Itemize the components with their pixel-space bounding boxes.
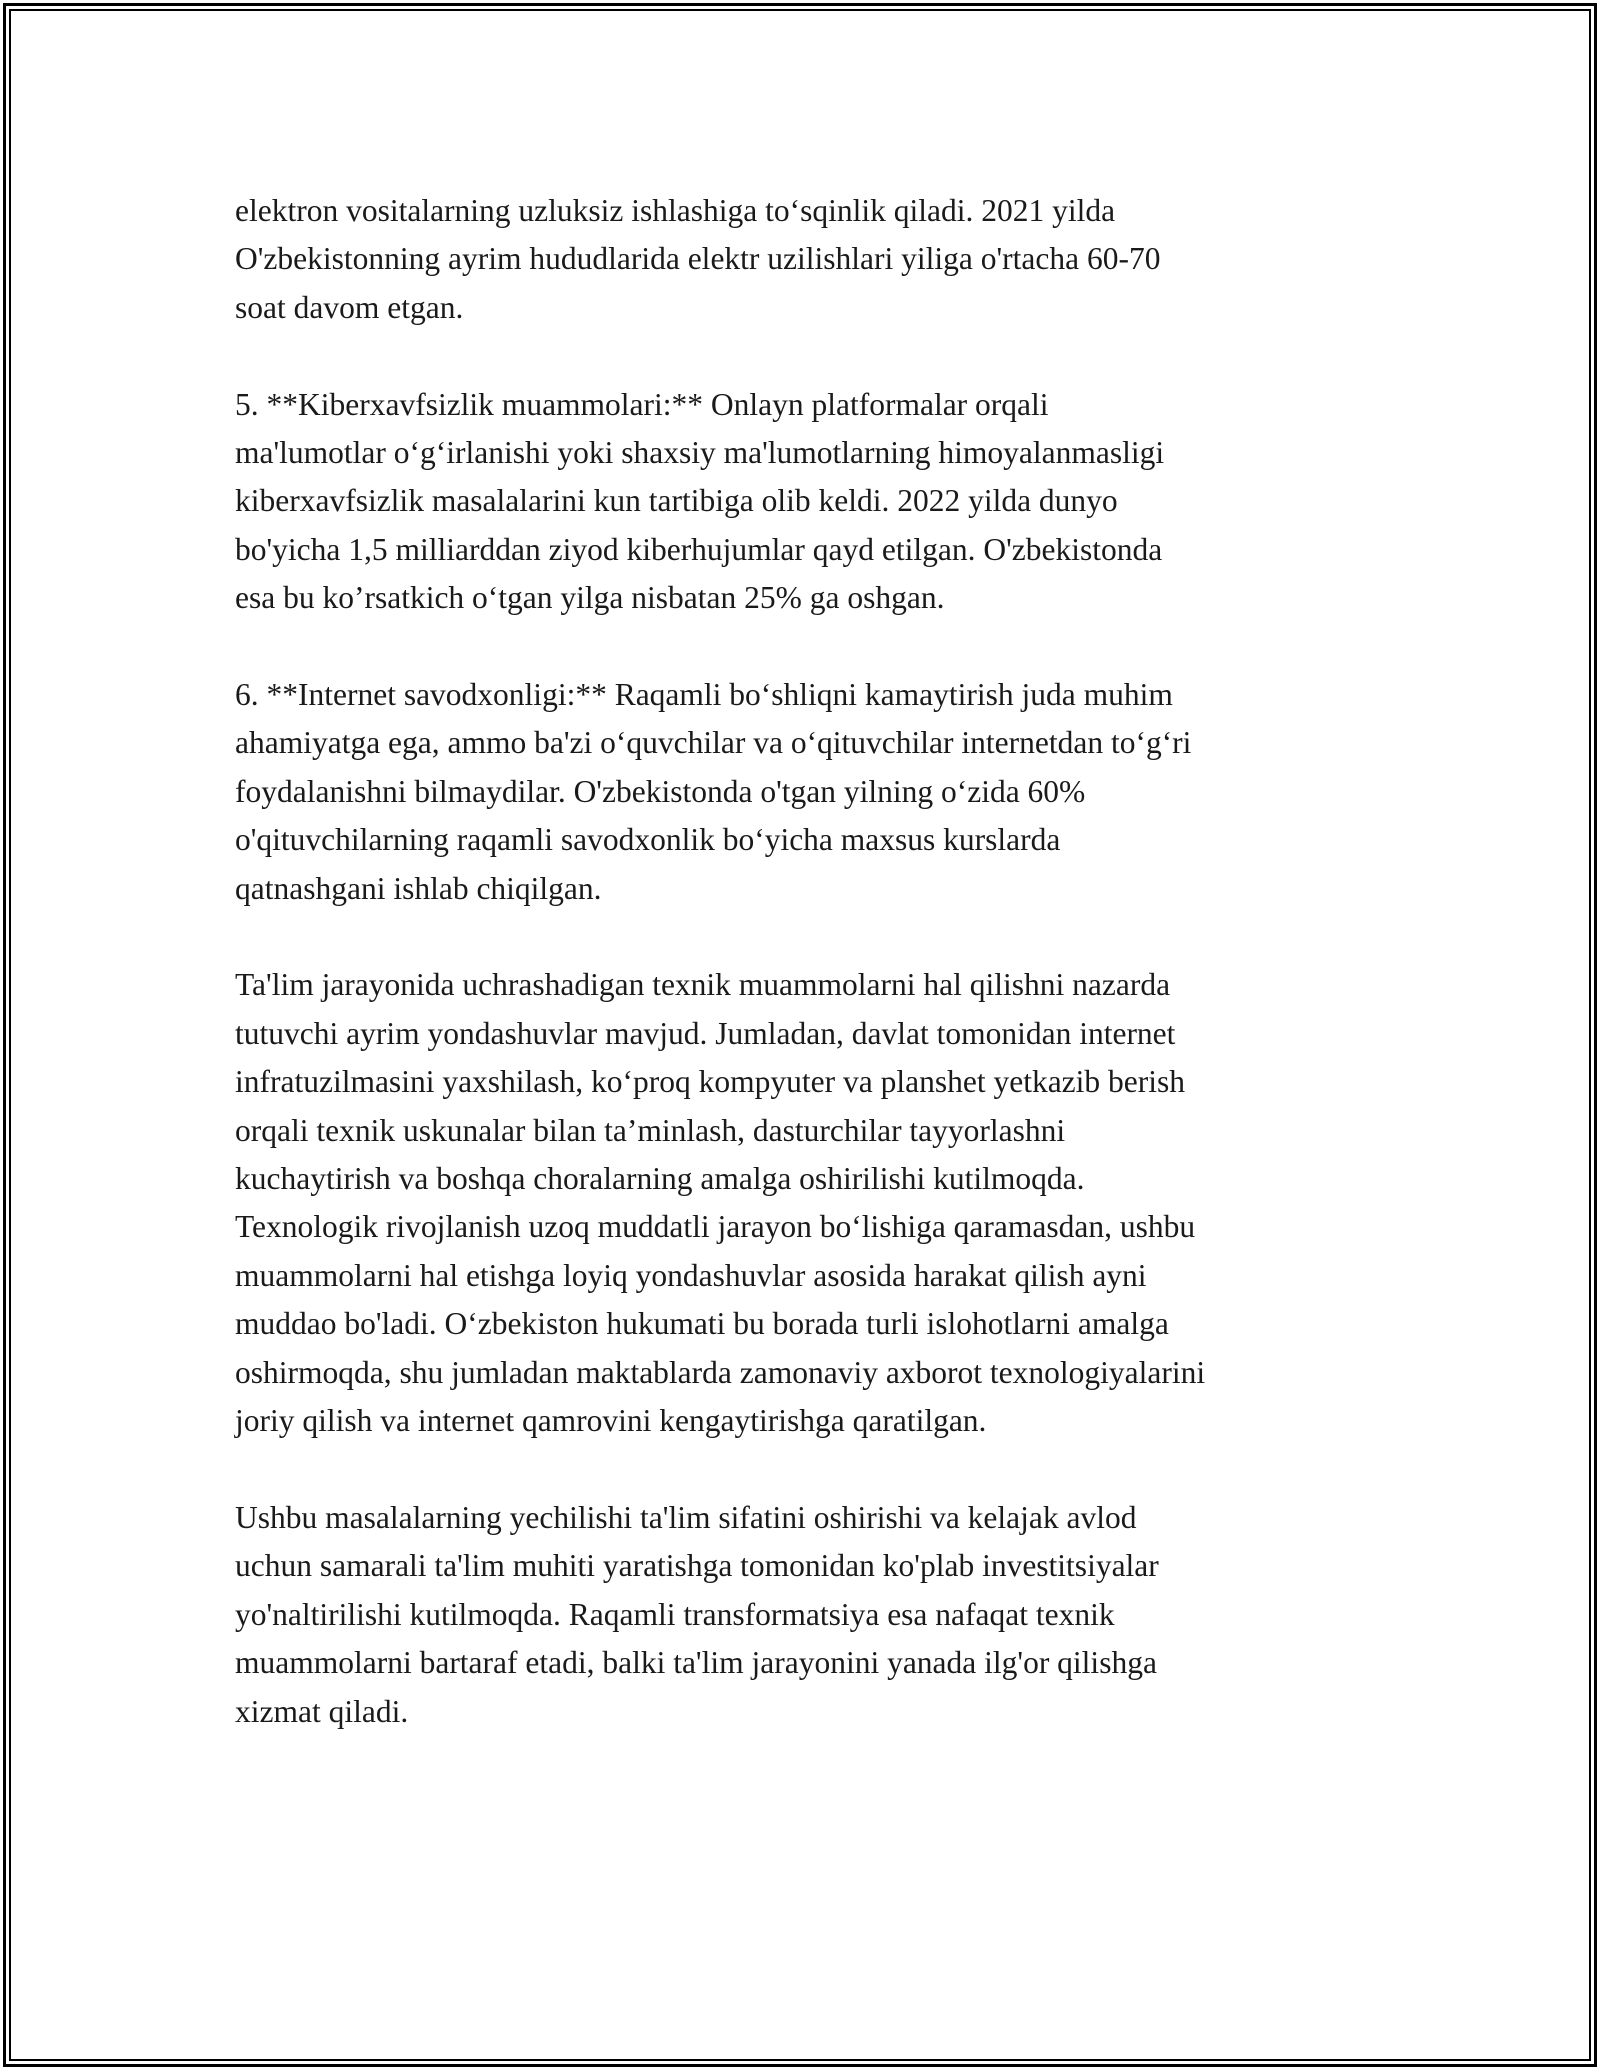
text-line: ma'lumotlar o‘g‘irlanishi yoki shaxsiy ma'lumotlarning himoyalanmasligi	[235, 435, 1165, 471]
text-line: muddao bo'ladi. O‘zbekiston hukumati bu borada turli islohotlarni amalga	[235, 1306, 1169, 1342]
text-line: tutuvchi ayrim yondashuvlar mavjud. Jumladan, davlat tomonidan internet	[235, 1015, 1176, 1051]
text-line: elektron vositalarning uzluksiz ishlashiga to‘sqinlik qiladi. 2021 yilda	[235, 193, 1116, 228]
paragraph-conclusion	[235, 1494, 1375, 1736]
text-line: infratuzilmasini yaxshilash, ko‘proq kompyuter va planshet yetkazib berish	[235, 1064, 1186, 1100]
text-line: Texnologik rivojlanish uzoq muddatli jarayon bo‘lishiga qaramasdan, ushbu	[235, 1209, 1196, 1245]
text-line: o'qituvchilarning raqamli savodxonlik bo‘yicha maxsus kurslarda	[235, 822, 1061, 858]
paragraph-cybersecurity	[235, 381, 1375, 623]
text-line: bo'yicha 1,5 milliarddan ziyod kiberhujumlar qayd etilgan. O'zbekistonda	[235, 531, 1163, 567]
text-line: Ushbu masalalarning yechilishi ta'lim sifatini oshirishi va kelajak avlod	[235, 1499, 1137, 1535]
text-line: ahamiyatga ega, ammo ba'zi o‘quvchilar va o‘qituvchilar internetdan to‘g‘ri	[235, 725, 1192, 761]
text-line: yo'naltirilishi kutilmoqda. Raqamli transformatsiya esa nafaqat texnik	[235, 1596, 1115, 1632]
paragraph-internet-literacy	[235, 671, 1375, 913]
text-line: orqali texnik uskunalar bilan ta’minlash, dasturchilar tayyorlashni	[235, 1112, 1066, 1148]
text-line: muammolarni bartaraf etadi, balki ta'lim jarayonini yanada ilg'or qilishga	[235, 1645, 1157, 1681]
text-line: 5. **Kiberxavfsizlik muammolari:** Onlayn platformalar orqali	[235, 386, 1049, 422]
paragraph-electricity	[235, 187, 1375, 332]
text-line: foydalanishni bilmaydilar. O'zbekistonda o'tgan yilning o‘zida 60%	[235, 773, 1086, 809]
text-line: O'zbekistonning ayrim hududlarida elektr uzilishlari yiliga o'rtacha 60-70	[235, 241, 1161, 277]
document-body	[235, 187, 1375, 1784]
text-line: kuchaytirish va boshqa choralarning amalga oshirilishi kutilmoqda.	[235, 1161, 1085, 1197]
text-line: oshirmoqda, shu jumladan maktablarda zamonaviy axborot texnologiyalarini	[235, 1354, 1206, 1390]
text-line: joriy qilish va internet qamrovini kengaytirishga qaratilgan.	[235, 1403, 987, 1439]
text-line: esa bu ko’rsatkich o‘tgan yilga nisbatan 25% ga oshgan.	[235, 580, 945, 616]
text-line: qatnashgani ishlab chiqilgan.	[235, 870, 602, 906]
text-line: 6. **Internet savodxonligi:** Raqamli bo‘shliqni kamaytirish juda muhim	[235, 677, 1173, 713]
text-line: soat davom etgan.	[235, 289, 464, 325]
text-line: xizmat qiladi.	[235, 1693, 409, 1729]
text-line: kiberxavfsizlik masalalarini kun tartibiga olib keldi. 2022 yilda dunyo	[235, 483, 1118, 519]
text-line: muammolarni hal etishga loyiq yondashuvlar asosida harakat qilish ayni	[235, 1257, 1147, 1293]
text-line: Ta'lim jarayonida uchrashadigan texnik muammolarni hal qilishni nazarda	[235, 967, 1171, 1003]
text-line: uchun samarali ta'lim muhiti yaratishga tomonidan ko'plab investitsiyalar	[235, 1548, 1159, 1584]
paragraph-approaches	[235, 961, 1375, 1445]
